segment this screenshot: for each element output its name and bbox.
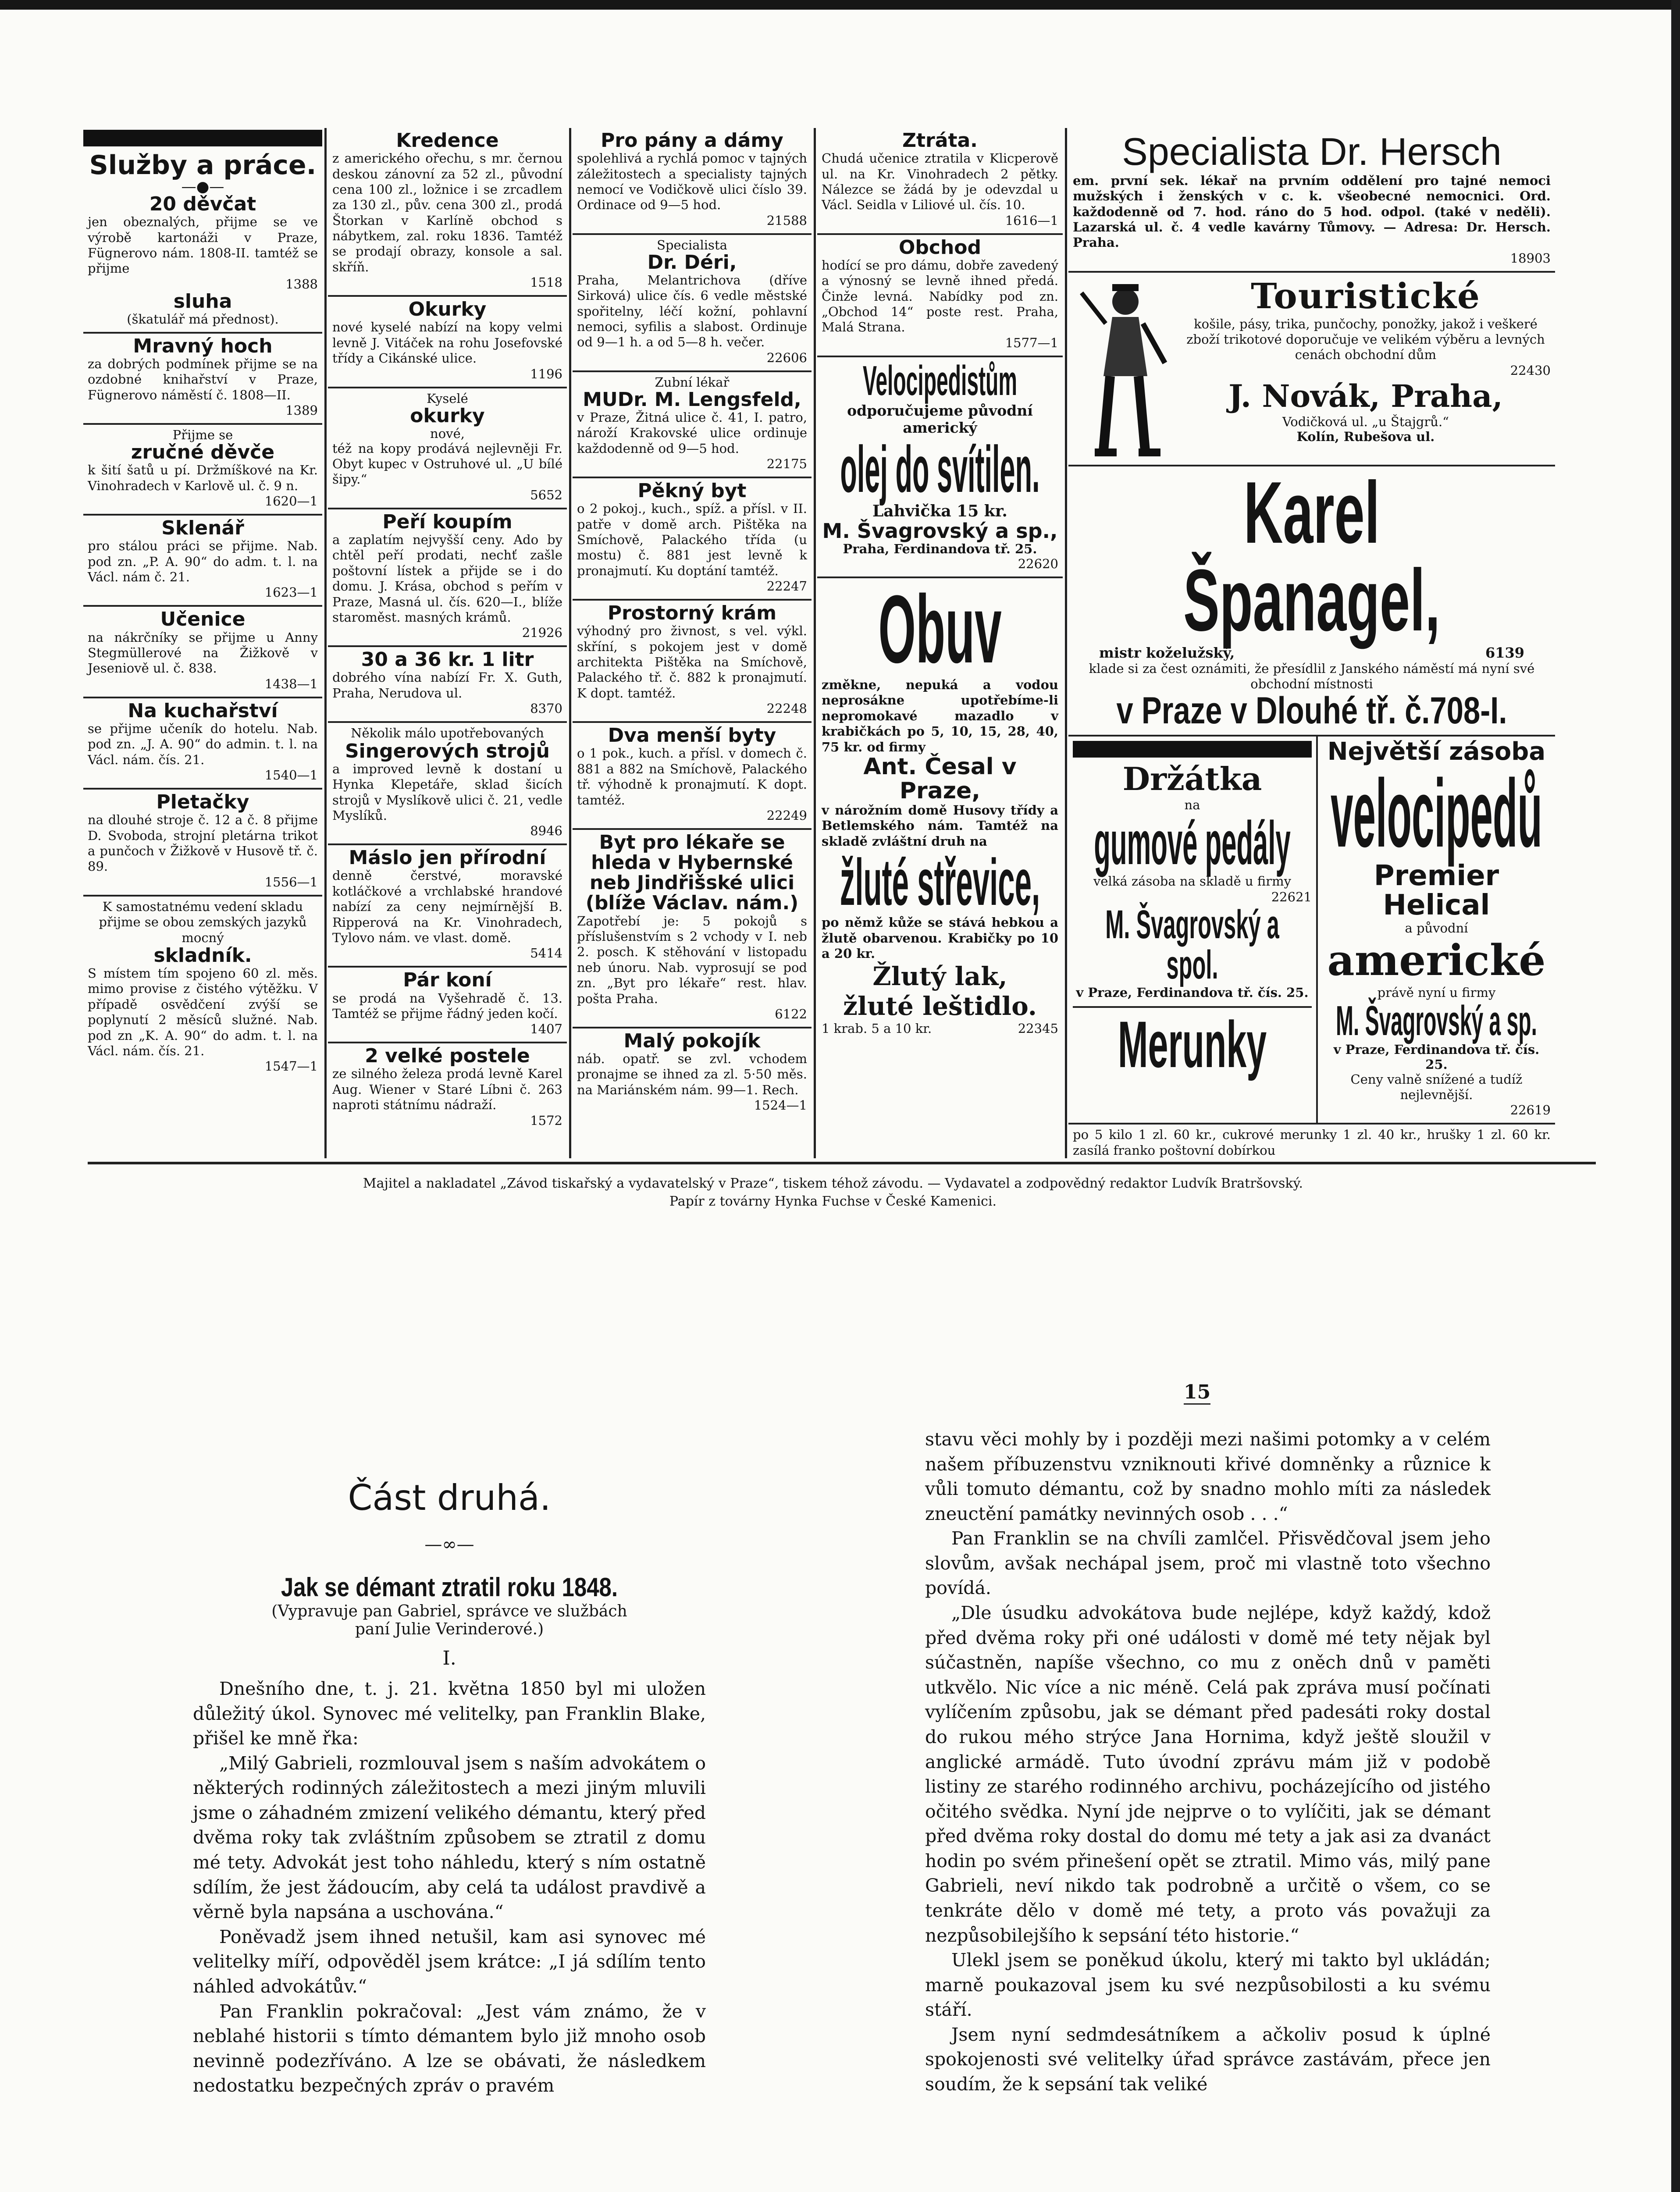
ad-text: K samostatnému vedení skladu přijme se obou zemských jazyků mocný (99, 899, 307, 945)
ad-heading: skladník. (153, 944, 252, 967)
ad-text: (škatulář má přednost). (127, 311, 279, 327)
ad-number: 1388 (285, 276, 318, 292)
ad (328, 297, 567, 388)
ad-heading: Dva menší byty (608, 724, 776, 747)
ad-heading: Malý pokojík (623, 1029, 761, 1052)
ad (83, 607, 322, 698)
ad-number: 1389 (285, 403, 318, 418)
ad-text: v Praze, Ferdinandova tř. čís. 25. (1333, 1042, 1540, 1072)
ad-text: na dlouhé stroje č. 12 a č. 8 přijme D. Svoboda, strojní pletárna trikot a punčoch v Žižkově v Husově tř. č. 89. (88, 812, 318, 874)
ad-firm: J. Novák, Praha, (1228, 377, 1503, 414)
paragraph: „Milý Gabrieli, rozmlouval jsem s naším advokátem o některých rodinných záležitostech a mezi jiným mluvili jsme o záhadném zmizení velikého démantu, který před dvěma roky tak zvláštním způsobem se ztratil z domu mé tety. Advokát jest toho náhledu, který s ním ostatně sdílím, že jest žádoucím, aby celá ta událost pravdivě a věrně byla napsána a uschována.“ (193, 1752, 706, 1923)
ad-number: 1572 (530, 1113, 562, 1128)
story-subtitle-line: (Vypravuje pan Gabriel, správce ve službách (271, 1602, 627, 1620)
chapter-number: I. (442, 1647, 456, 1669)
ad (328, 388, 567, 509)
section-heading: Služby a práce. (89, 150, 317, 181)
ad-heading: Držátka (1122, 760, 1262, 798)
ad-text: klade si za čest oznámiti, že přesídlil z Janského náměstí má nyní své obchodní místnosti (1089, 661, 1535, 692)
ad (328, 128, 567, 297)
ad-heading: Pletačky (156, 791, 249, 814)
story-column-left (193, 1534, 706, 2098)
ad-text: nové, (430, 426, 465, 441)
ads-column-5 (1068, 128, 1555, 1158)
ad-firm: M. Švagrovský a sp. (1336, 997, 1537, 1044)
ad-text: S místem tím spojeno 60 zl. měs. mimo provise z čistého výtěžku. V případě osvědčení zvýší se poplynutí 2 měsíců služné. Nab. pod zn „K. A. 90“ do adm. t. l. na Václ. nám. čís. 21. (88, 966, 318, 1058)
ad-text: a původní (1405, 920, 1468, 936)
ad (83, 698, 322, 790)
ad-number: 1623—1 (264, 585, 318, 600)
ad-text: v nárožním domě Husovy třídy a Betlemského nám. Tamtéž na skladě zvláštní druh na (822, 803, 1058, 849)
ad-text: 1 krab. 5 a 10 kr. (822, 1021, 932, 1036)
ad (1068, 128, 1555, 273)
ads-column-4 (817, 128, 1063, 1158)
ad-text: náb. opatř. se zvl. vchodem pronajme se ihned za zl. 5·50 měs. na Mariánském nám. 99—1. Rech. (577, 1051, 807, 1097)
column-bar (1073, 741, 1312, 758)
ad-text: Kolín, Rubešova ul. (1296, 429, 1435, 444)
ad (83, 790, 322, 897)
ad (573, 235, 812, 372)
ad-heading: 2 velké postele (365, 1045, 530, 1068)
imprint (88, 1175, 1578, 1210)
paragraph: Pan Franklin pokračoval: „Jest vám známo, že v neblahé historii s tímto démantem bylo již mnoho osob nevinně podezříváno. A lze se obávati, že následkem nedostatku bezpečných zpráv o pravém (193, 2000, 706, 2096)
ad-heading: Pro pány a dámy (601, 129, 783, 152)
scan-edge-right (1671, 0, 1680, 2192)
ad-heading: Největší zásoba (1327, 737, 1546, 766)
ad-heading: Kredence (396, 129, 499, 152)
ad-text: pro stálou práci se přijme. Nab. pod zn. „P. A. 90“ do adm. t. l. na Václ. nám č. 21. (88, 538, 318, 585)
ad-number: 22249 (766, 808, 807, 823)
ad (573, 1028, 812, 1118)
ad-heading: MUDr. M. Lengsfeld, (583, 388, 801, 411)
ad-text: Specialista (657, 237, 727, 253)
ad-number: 1196 (530, 366, 562, 381)
ad-text: Přijme se (172, 427, 233, 443)
ad-heading: Specialista Dr. Hersch (1122, 130, 1502, 173)
ad-number: 22248 (766, 701, 807, 716)
ad-firm: Ant. Česal v Praze, (863, 753, 1017, 804)
ad (573, 372, 812, 478)
story-column-right (925, 1427, 1491, 2097)
ad (83, 425, 322, 516)
ad-firm: M. Švagrovský a sp., (822, 519, 1058, 543)
ad-text: a zaplatím nejvyšší ceny. Ado by chtěl peří prodati, nechť zašle poštovní lístek a přijde se i do domu. J. Krása, obchod s peřím v Praze, Masná ul. čís. 620—I., blíže staroměst. masných krámů. (332, 532, 562, 625)
ad-heading: Okurky (408, 298, 487, 321)
ad-text: nové kyselé nabízí na kopy velmi levně J. Vitáček na rohu Josefovské třídy a Cikánské ulice. (332, 320, 562, 366)
ad-text: košile, pásy, trika, punčochy, ponožky, jakož i veškeré zboží trikotové doporučuje ve velikém výběru a levných cenách obchodní dům (1186, 316, 1545, 363)
ad-heading: Učenice (160, 608, 246, 631)
ad-number: 1540—1 (264, 768, 318, 783)
ad-number: 22619 (1510, 1103, 1551, 1118)
ad-number: 5652 (530, 487, 562, 502)
ad-number: 1524—1 (754, 1098, 807, 1113)
ad-heading: Velocipedistům (862, 357, 1018, 404)
story-subtitle-line: paní Julie Verinderové.) (355, 1620, 544, 1638)
ad-number: 1577—1 (1005, 335, 1058, 350)
ads-column-1 (83, 128, 322, 1158)
ad (83, 516, 322, 607)
ad (817, 235, 1063, 357)
ad (328, 647, 567, 723)
ad-text: z amerického ořechu, s mr. černou deskou zánovní za 52 zl., původní cena 100 zl., ložnice i se zrcadlem za 130 zl., pův. cena 300 zl., prodá Štorkan v Karlíně obchod s nábytkem, zal. roku 1836. Tamtéž se prodají obrazy, konsole a sal. skříň. (332, 151, 562, 274)
ad-number: 21588 (766, 213, 807, 228)
ad-number: 8370 (530, 701, 562, 716)
ad-text: o 1 pok., kuch. a přísl. v domech č. 881 a 882 na Smíchově, Palackého tř. výhodně k pronajmutí. K dopt. tamtéž. (577, 746, 807, 808)
ad (817, 357, 1063, 578)
ad-text: Kyselé (427, 391, 468, 406)
ad-text: velká zásoba na skladě u firmy (1093, 874, 1291, 889)
ad-heading-large: žluté střevice, (840, 845, 1040, 919)
ad-number: 6139 (1485, 644, 1524, 661)
ad (83, 897, 322, 1079)
ad-number: 1407 (530, 1021, 562, 1037)
ad-heading-large: Merunky (1118, 1007, 1267, 1081)
ad-text: jen obeznalých, přijme se ve výrobě kartonáži v Praze, Fügnerovo nám. 1808-II. tamtéž se přijme (88, 214, 318, 276)
column-rule (324, 128, 327, 1158)
ad-text: Chudá učenice ztratila v Klicperově ul. na Kr. Vinohradech 2 pětky. Nálezce se žádá by je odevzdal u Václ. Seidla v Liliové ul. čís. 10. (822, 151, 1058, 213)
ad-text: Několik málo upotřebovaných (351, 726, 544, 741)
ad-number: 22175 (766, 456, 807, 472)
paragraph: „Dle úsudku advokátova bude nejlépe, když každý, kdož před dvěma roky při oné události v domě mé tety nějak byl súčastněn, napíše všechno, co mu z oněch dnů v paměti utkvělo. Nic více a nic méně. Celá pak zpráva musí počínati vylíčením způsobu, jak se démant před padesáti roky dostal do rukou mého strýce Jana Hornima, když ještě sloužil v anglické armádě. Tuto úvodní zprávu mám již v podobě listiny ze starého rodinného archivu, pocházejícího od jistého očitého svědka. Nyní jde nejprve o to vylíčiti, jak se démant před dvěma roky dostal do domu mé tety a jak asi za dvanáct hodin po svém přinešení opět se ztratil. Mimo vás, milý pane Gabrieli, neví nikdo tak podrobně a určitě o všem, co se tenkráte dělo v domě mé tety, a proto vás považuji za nezpůsobilejšího k sepsání této historie.“ (925, 1602, 1491, 1946)
ad (573, 601, 812, 723)
paragraph: Pan Franklin se na chvíli zamlčel. Přisvědčoval jsem jeho slovům, avšak nechápal jsem, proč mi vlastně toto všechno povídá. (925, 1528, 1491, 1599)
ad-heading: 20 děvčat (149, 193, 256, 215)
story-subtitle (193, 1602, 706, 1638)
ad-number: 18903 (1510, 250, 1551, 266)
ad-heading: sluha (173, 290, 232, 313)
ad-text: výhodný pro živnost, s vel. výkl. skříní, s pokojem jest v domě architekta Pištěka na Smíchově, Palackého tř. č. 882 k pronajmutí. K dopt. tamtéž. (577, 623, 807, 701)
part-title: Část druhá. (348, 1477, 551, 1518)
ad-text: v Praze, Ferdinandova tř. čís. 25. (1076, 985, 1309, 1000)
ad-number: 22430 (1510, 363, 1551, 378)
ad-number: 1438—1 (264, 676, 318, 691)
ad-heading: v Praze v Dlouhé tř. č.708-I. (1116, 690, 1507, 732)
ad-heading: žluté leštidlo. (843, 991, 1037, 1021)
ad-heading-large: velocipedů (1331, 759, 1542, 868)
paragraph: stavu věci mohly by i později mezi našimi potomky a v celém našem příbuzenstvu vzniknouti křivé domněnky a různice k vůli tomuto démantu, což by snadno mohlo míti za následek zneuctění památky nevinných osob . . .“ (925, 1429, 1491, 1524)
ad-text: odporučujeme původní americký (847, 402, 1033, 436)
ad-heading: Byt pro lékaře se hleda v Hybernské neb Jindřišské ulici (blíže Václav. nám.) (585, 831, 799, 915)
ad-text: Zubní lékař (655, 374, 730, 390)
ad-heading: Peří koupím (382, 510, 513, 533)
ad (817, 575, 1063, 1041)
ad-number: 8946 (530, 823, 562, 839)
ad-number: 1616—1 (1005, 213, 1058, 228)
page-number: 15 (1184, 1381, 1210, 1405)
ad-heading-large: Obuv (878, 575, 1002, 683)
paragraph: Ulekl jsem se poněkud úkolu, který mi takto byl ukládán; marně poukazoval jsem ku své nezpůsobilosti a ku svému stáří. (925, 1950, 1491, 2021)
ad (1068, 463, 1555, 737)
ad-heading: 30 a 36 kr. 1 litr (361, 648, 534, 671)
ad (1073, 1006, 1312, 1081)
ads-column-2 (328, 128, 567, 1158)
ad-body (1181, 275, 1551, 459)
ad-heading-large: gumové pedály (1094, 808, 1291, 878)
ad-text: Praha, Ferdinandova tř. 25. (843, 541, 1037, 557)
ad-text: změkne, nepuká a vodou neprosákne upotřebíme-li nepromokavé mazadlo v krabičkách po 5, 10, 15, 28, 40, 75 kr. od firmy (822, 677, 1058, 754)
ad-row (1068, 737, 1555, 1124)
ad-text: se přijme učeník do hotelu. Nab. pod zn. „J. A. 90“ do admin. t. l. na Václ. nám. čís. 21. (88, 721, 318, 767)
ad-number: 22247 (766, 579, 807, 594)
ad-heading: Dr. Déri, (647, 251, 737, 274)
ad (573, 478, 812, 601)
ad-heading-large: olej do svítilen. (840, 432, 1040, 506)
ad-heading: Žlutý lak, (872, 961, 1007, 992)
ad-heading: Premier Helical (1374, 860, 1499, 922)
ad (328, 1043, 567, 1133)
ad-number: 5414 (530, 946, 562, 961)
ad-text: denně čerstvé, moravské kotláčkové a vrchlabské hrandové nabízí za ceny nejmírnější B. Ripperová na Kr. Vinohradech, Tylovo nám. ve vlast. domě. (332, 868, 562, 945)
ad-number: 6122 (775, 1006, 807, 1021)
footer-rule (88, 1162, 1596, 1164)
ad-text: hodící se pro dámu, dobře zavedený a výnosný se levně ihned předá. Činže levná. Nabídky pod zn. „Obchod 14“ poste rest. Praha, Malá Strana. (822, 257, 1058, 335)
ad-heading: Na kuchařství (128, 699, 278, 722)
paragraph: Poněvadž jsem ihned netušil, kam asi synovec mé velitelky míří, odpověděl jsem krátce: „I já sdílím tento náhled advokátův.“ (193, 1926, 706, 1997)
ad-text: spolehlivá a rychlá pomoc v tajných záležitostech a specialisty tajných nemocí ve Vodičkově ulici číslo 39. Ordinace od 9—5 hod. (577, 151, 807, 213)
column-rule (814, 128, 816, 1158)
ad (328, 509, 567, 647)
ad-number: 1556—1 (264, 874, 318, 890)
ad-text: k šití šatů u pí. Držmíškové na Kr. Vinohradech v Karlově ul. č. 9 n. (88, 463, 318, 493)
tourist-figure-illustration (1073, 275, 1174, 459)
ad-heading: Ztráta. (902, 129, 978, 152)
ad (817, 128, 1063, 235)
ad-text: ze silného železa prodá levně Karel Aug. Wiener v Staré Líbni č. 263 naproti státnímu nádraží. (332, 1066, 562, 1113)
imprint-line: Papír z továrny Hynka Fuchse v České Kamenici. (669, 1193, 997, 1209)
imprint-line: Majitel a nakladatel „Závod tiskařský a vydavatelský v Praze“, tiskem téhož závodu. — Vydavatel a zodpovědný redaktor Ludvík Bratršovský. (363, 1176, 1303, 1191)
ad-text: též na kopy prodává nejlevněji Fr. Obyt kupec v Ostruhové ul. „U bílé šipy.“ (332, 441, 562, 487)
ad (328, 723, 567, 845)
ad-number: 22345 (1018, 1021, 1058, 1036)
ad-text: po němž kůže se stává hebkou a žlutě obarvenou. Krabičky po 10 a 20 kr. (822, 915, 1058, 961)
ad-text: Praha, Melantrichova (dříve Sirková) ulice čís. 6 vedle městské spořitelny, léčí kožní, pohlavní nemoci, syfilis a slabost. Ordinuje od 9—1 h. a od 5—8 h. večer. (577, 272, 807, 350)
scan-edge-top (0, 0, 1680, 10)
ad-heading: Prostorný krám (607, 602, 777, 625)
ad-heading: americké (1327, 935, 1546, 985)
ornament: —∞— (424, 1534, 474, 1555)
paragraph: Dnešního dne, t. j. 21. května 1850 byl mi uložen důležitý úkol. Synovec mé velitelky, pan Franklin Blake, přišel ke mně řka: (193, 1678, 706, 1749)
ad-text: em. první sek. lékař na prvním oddělení pro tajné nemoci mužských i ženských v c. k. všeobecné nemocnici. Ord. každodenně od 7. hod. ráno do 5 hod. odpol. (také v neděli). Lazarská ul. č. 4 vedle kavárny Tůmovy. — Adresa: Dr. Hersch. Praha. (1073, 173, 1551, 250)
ad-section-heading (83, 149, 322, 334)
ad (1068, 1124, 1555, 1158)
ad-text: v Praze, Žitná ulice č. 41, I. patro, nároží Krakovské ulice ordinuje každodenně od 9—5 hod. (577, 409, 807, 456)
ad-price-line (822, 1021, 1058, 1036)
ad-text: na nákrčníky se přijme u Anny Stegmüllerové na Žižkově v Jeseniově ul. č. 838. (88, 630, 318, 676)
ad-heading: Pár koní (403, 969, 492, 992)
ad-number: 22606 (766, 350, 807, 365)
ad-heading: Obchod (898, 236, 982, 259)
ad (1068, 737, 1318, 1123)
ad-text: Lahvička 15 kr. (872, 502, 1007, 520)
ad-text: o 2 pokoj., kuch., spíž. a přísl. v II. patře v domě arch. Pištěka na Smíchově, Palackého třída (u mostu) č. 881 jest levně k pronajmutí. Ku doptání tamtéž. (577, 501, 807, 578)
ad-number: 1547—1 (264, 1059, 318, 1074)
ad-text: Vodičková ul. „u Štajgrů.“ (1282, 414, 1449, 429)
ornament: —●— (181, 178, 224, 196)
ad (573, 128, 812, 235)
ad-text: Zapotřebí je: 5 pokojů s příslušenstvím s 2 vchody v I. neb 2. posch. K stěhování v listopadu neb únoru. Nab. vyprosují se pod zn. „Byt pro lékaře“ rest. hlav. pošta Praha. (577, 913, 807, 1006)
ad-text: mistr koželužský, (1099, 644, 1235, 661)
ad (328, 845, 567, 968)
ad-heading: Sklenář (161, 517, 244, 540)
ad-heading: okurky (410, 404, 485, 427)
paragraph: Jsem nyní sedmdesátníkem a ačkoliv posud k úplné spokojenosti své velitelky úřad správce zastávám, přece jen soudím, že k sepsání tak veliké (925, 2024, 1491, 2095)
ad-text: na (1184, 797, 1200, 813)
ad-heading: Touristické (1251, 275, 1481, 317)
ad-text: dobrého vína nabízí Fr. X. Guth, Praha, Nerudova ul. (332, 670, 562, 701)
column-bar (83, 130, 322, 146)
ad-firm: M. Švagrovský a spol. (1105, 902, 1279, 987)
story-title: Jak se démant ztratil roku 1848. (281, 1573, 618, 1602)
ad-heading: Pěkný byt (637, 480, 747, 502)
ad (1318, 737, 1555, 1123)
ads-column-3 (573, 128, 812, 1158)
ad-heading-large: Karel Španagel, (1183, 463, 1440, 649)
ad-heading: Máslo jen přírodní (349, 847, 546, 869)
ad (328, 968, 567, 1043)
ad-heading: Singerových strojů (345, 740, 550, 762)
ad-text: právě nyní u firmy (1377, 985, 1496, 1000)
ad-number: 22620 (1018, 556, 1058, 572)
ad-number: 22621 (1271, 889, 1312, 904)
column-rule (569, 128, 571, 1158)
ad-number: 21926 (522, 625, 562, 641)
ad-heading: zručné děvče (131, 441, 275, 464)
column-rule (1065, 128, 1067, 1158)
ad-text: se prodá na Vyšehradě č. 13. Tamtéž se přijme řádný jeden kočí. (332, 990, 562, 1021)
ad (573, 723, 812, 830)
ad-text: Ceny valně snížené a tudíž nejlevnější. (1350, 1071, 1523, 1102)
ad-number: 1620—1 (264, 494, 318, 509)
ad (1068, 273, 1555, 466)
ad (573, 830, 812, 1028)
ad-text: a improved levně k dostaní u Hynka Klepetáře, sklad šicích strojů v Myslíkově ulici č. 21, vedle Myslíků. (332, 761, 562, 823)
ad-text: po 5 kilo 1 zl. 60 kr., cukrové merunky 1 zl. 40 kr., hrušky 1 zl. 60 kr. zasílá franko poštovní dobírkou (1073, 1127, 1551, 1158)
ad-text: za dobrých podmínek přijme se na ozdobné knihařství v Praze, Fügnerovo náměstí č. 1808—II. (88, 356, 318, 402)
ad-number: 1518 (530, 275, 562, 290)
ad (83, 334, 322, 425)
ad-heading: Mravný hoch (133, 334, 273, 357)
